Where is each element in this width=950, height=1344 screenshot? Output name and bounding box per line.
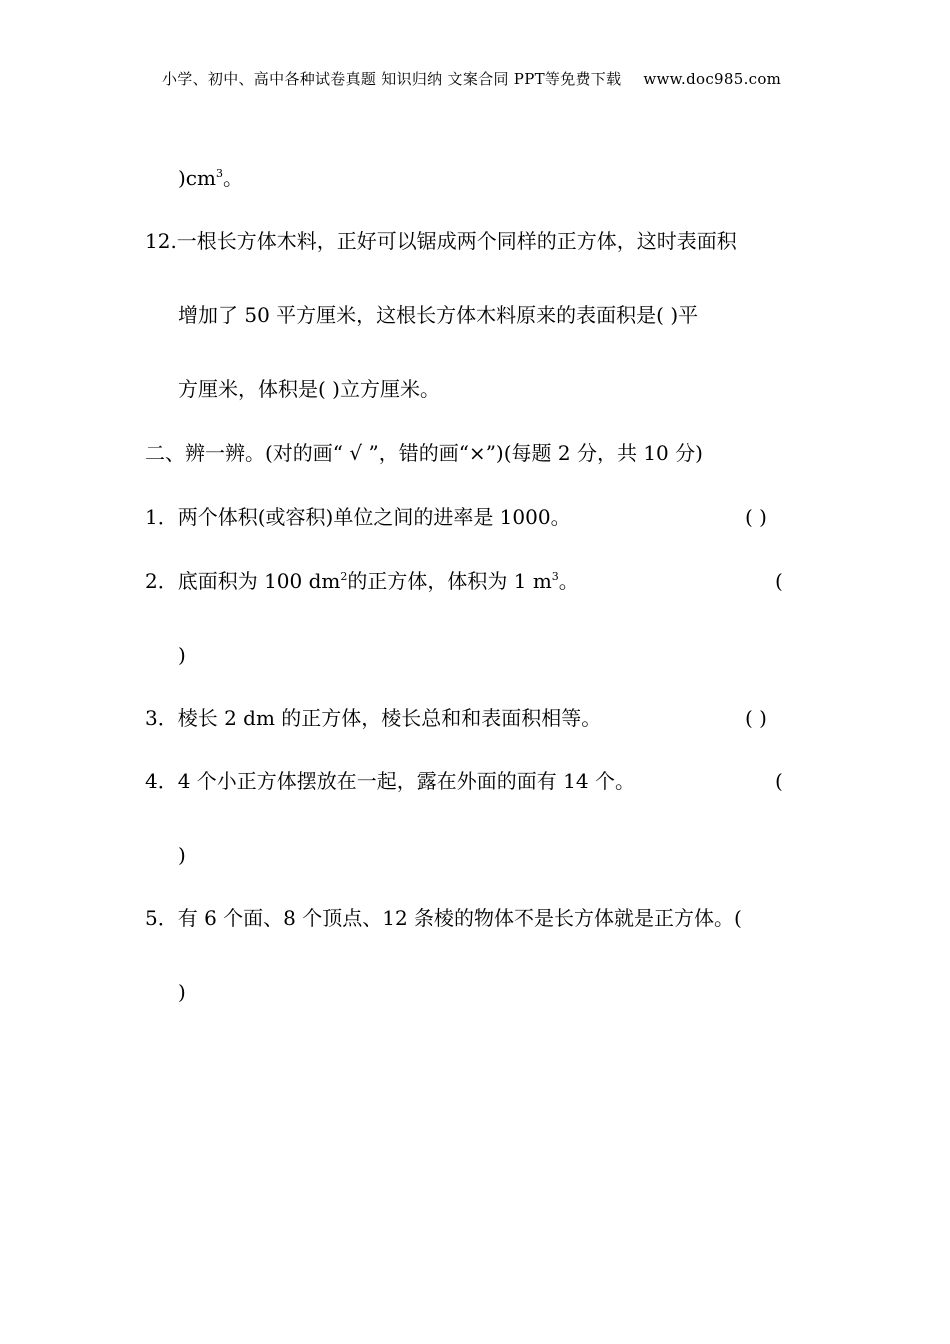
page-header <box>162 68 781 89</box>
header-url: www.doc985.com <box>643 70 782 88</box>
judge-item-2-paren-open: ( <box>775 569 783 593</box>
judge-item-4-paren-open: ( <box>775 769 783 793</box>
q12-line2: 增加了 50 平方厘米，这根长方体木料原来的表面积是( )平 <box>178 303 699 327</box>
carryover-line: )$cm^3$。 <box>178 166 243 190</box>
judge-item-2-paren-close: ) <box>178 643 186 667</box>
judge-item-1-paren: ( ) <box>745 505 767 529</box>
q12-line1: 12.一根长方体木料，正好可以锯成两个同样的正方体，这时表面积 <box>145 229 737 253</box>
judge-item-3-paren: ( ) <box>745 706 767 730</box>
q12-line3: 方厘米，体积是( )立方厘米。 <box>178 377 440 401</box>
judge-item-5-paren-close: ) <box>178 980 186 1004</box>
judge-item-4: 4．4 个小正方体摆放在一起，露在外面的面有 14 个。 <box>145 769 635 793</box>
header-text: 小学、初中、高中各种试卷真题 知识归纳 文案合同 PPT等免费下载 <box>162 70 622 88</box>
judge-item-3: 3．棱长 2 dm 的正方体，棱长总和和表面积相等。 <box>145 706 602 730</box>
judge-item-5: 5．有 6 个面、8 个顶点、12 条棱的物体不是长方体就是正方体。( <box>145 906 742 930</box>
judge-item-2: 2．底面积为 100 $dm^2$的正方体，体积为 1 $m^3$。 <box>145 569 579 593</box>
judge-item-1: 1．两个体积(或容积)单位之间的进率是 1000。 <box>145 505 571 529</box>
judge-item-4-paren-close: ) <box>178 843 186 867</box>
section2-title: 二、辨一辨。(对的画“ √ ”，错的画“×”)(每题 2 分，共 10 分) <box>145 441 703 465</box>
